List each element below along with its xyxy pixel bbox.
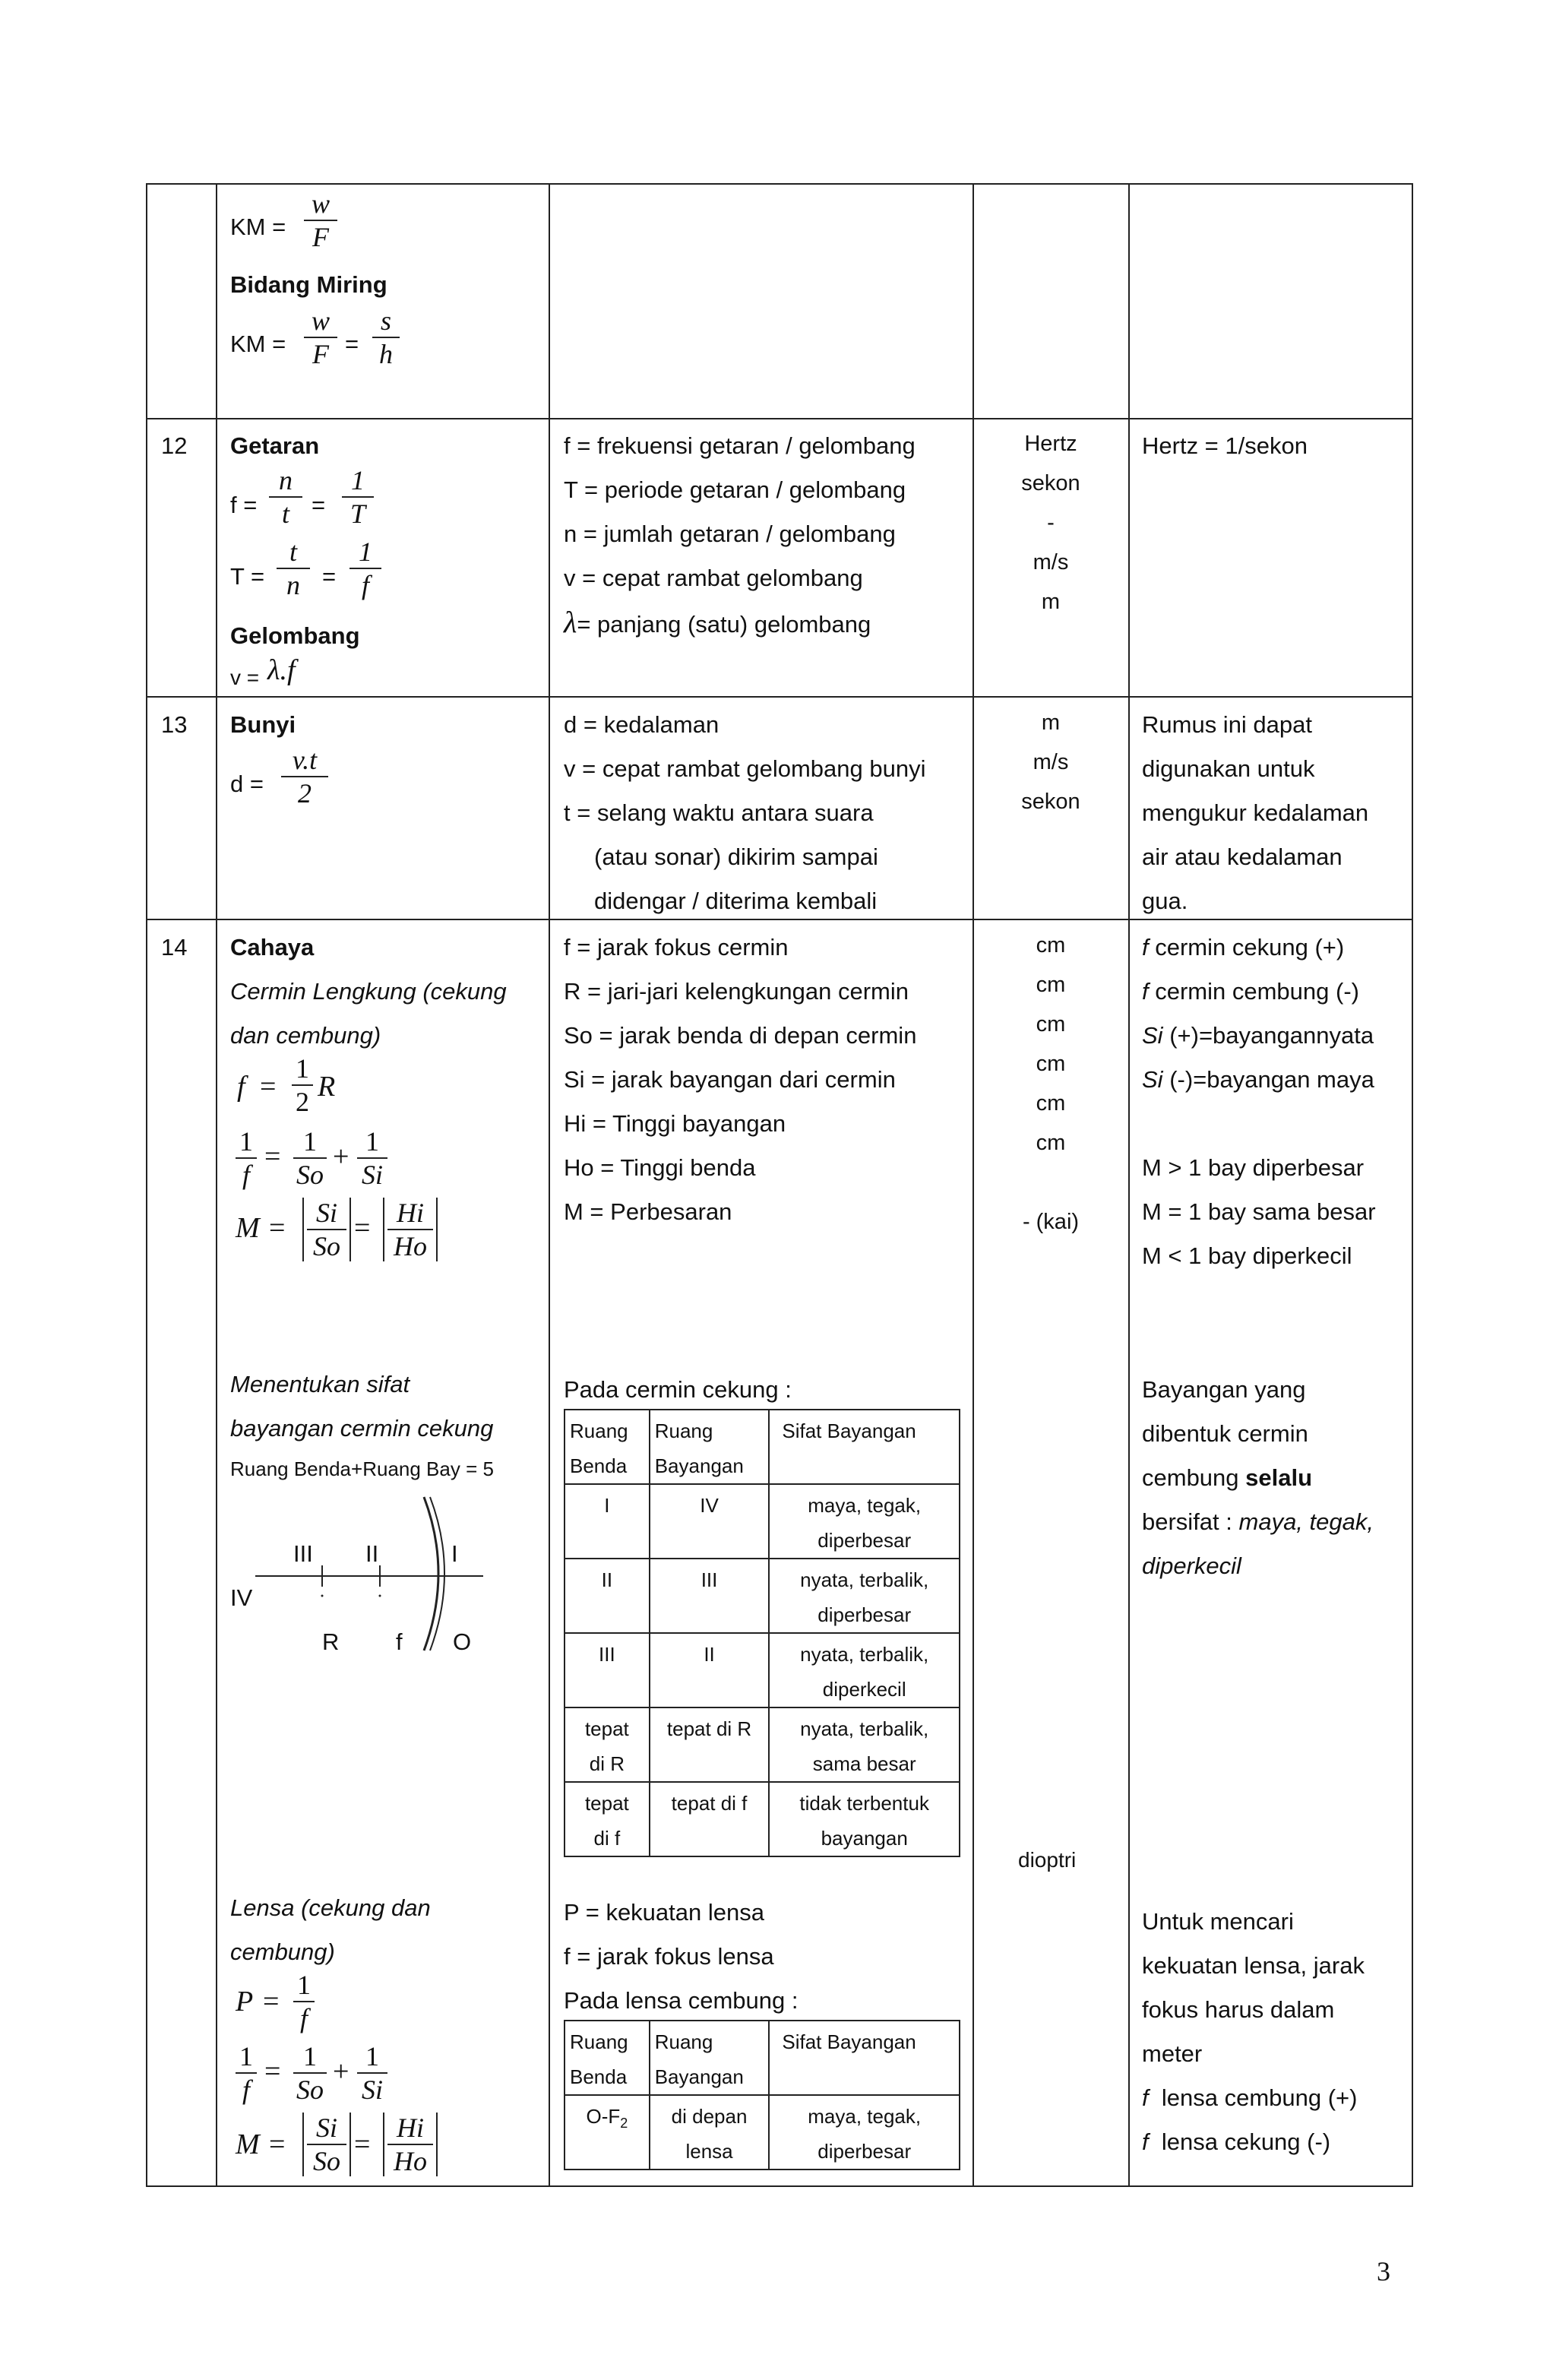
unit: m/s bbox=[1033, 550, 1069, 574]
cahaya-descriptions bbox=[564, 926, 916, 1234]
lensa-table bbox=[564, 2020, 960, 2170]
desc-line: didengar / diterima kembali bbox=[594, 888, 878, 914]
lensa-descriptions bbox=[564, 1891, 799, 2023]
p-fraction: 1 f bbox=[293, 1970, 315, 2033]
units-12 bbox=[974, 424, 1127, 622]
desc-line: v = cepat rambat gelombang bbox=[564, 565, 863, 591]
equals: = bbox=[264, 2056, 281, 2087]
d-fraction: v.t 2 bbox=[281, 745, 328, 809]
point-f: f bbox=[396, 1628, 403, 1655]
equals: = bbox=[354, 2128, 371, 2160]
table-header-row: Ruang Benda Ruang Bayangan Sifat Bayangan bbox=[565, 1410, 960, 1484]
table-header-row: Ruang Benda Ruang Bayangan Sifat Bayangan bbox=[565, 2021, 960, 2095]
units-13 bbox=[974, 703, 1127, 821]
d-label: d = bbox=[230, 771, 264, 797]
unit: - bbox=[1047, 511, 1055, 535]
T-equals: = bbox=[322, 563, 337, 590]
bunyi-descriptions bbox=[564, 703, 926, 923]
equals: = bbox=[354, 1212, 371, 1244]
equals: = bbox=[269, 1212, 286, 1244]
getaran-title: Getaran bbox=[230, 432, 320, 459]
row-number: 14 bbox=[161, 934, 188, 961]
T-fraction-a: t n bbox=[277, 536, 310, 600]
equals: = bbox=[260, 1071, 277, 1103]
lensa-title: cembung) bbox=[230, 1938, 335, 1965]
lensa-title: Lensa (cekung dan bbox=[230, 1894, 431, 1921]
note-12: Hertz = 1/sekon bbox=[1142, 432, 1308, 459]
region-I: I bbox=[451, 1540, 458, 1567]
lensa-unit: dioptri bbox=[1018, 1848, 1077, 1872]
unit: cm bbox=[1036, 1052, 1066, 1076]
inv-si-fraction: 1 Si bbox=[357, 1126, 387, 1190]
mirror-diagram-svg bbox=[228, 1489, 486, 1657]
cekung-title: Pada cermin cekung : bbox=[564, 1376, 792, 1403]
unit: sekon bbox=[1021, 471, 1080, 495]
desc-line: v = cepat rambat gelombang bunyi bbox=[564, 755, 926, 782]
km2-label: KM = bbox=[230, 331, 286, 357]
desc-line: Hi = Tinggi bayangan bbox=[564, 1110, 786, 1137]
desc-line: So = jarak benda di depan cermin bbox=[564, 1022, 917, 1049]
cermin-subtitle: dan cembung) bbox=[230, 1022, 381, 1049]
equals: = bbox=[263, 1986, 280, 2018]
half-fraction: 1 2 bbox=[292, 1053, 313, 1117]
inv-si-fraction: 1 Si bbox=[357, 2041, 387, 2105]
v-expression: λ.f bbox=[267, 654, 296, 686]
desc-line: M = Perbesaran bbox=[564, 1198, 732, 1225]
mag-fraction-b: Hi Ho bbox=[383, 1198, 438, 1261]
f-fraction-a: n t bbox=[269, 465, 302, 529]
plus: + bbox=[333, 1141, 349, 1173]
desc-line: λ= panjang (satu) gelombang bbox=[564, 605, 871, 639]
cahaya-title: Cahaya bbox=[230, 934, 315, 961]
desc-line: t = selang waktu antara suara bbox=[564, 799, 874, 826]
row-number: 12 bbox=[161, 432, 188, 459]
page-number: 3 bbox=[1377, 2256, 1390, 2287]
km-fraction: w F bbox=[304, 188, 337, 252]
km2-fraction-b: s h bbox=[372, 305, 400, 369]
unit: cm bbox=[1036, 1131, 1066, 1155]
row-number: 13 bbox=[161, 711, 188, 738]
inv-so-fraction: 1 So bbox=[293, 2041, 327, 2105]
mag-fraction-b: Hi Ho bbox=[383, 2113, 438, 2176]
unit: Hertz bbox=[1024, 432, 1077, 456]
cekung-table bbox=[564, 1409, 960, 1857]
ruang-rule: Ruang Benda+Ruang Bay = 5 bbox=[230, 1457, 494, 1480]
equals: = bbox=[269, 2128, 286, 2160]
T-label: T = bbox=[230, 563, 265, 590]
f-fraction-b: 1 T bbox=[342, 465, 374, 529]
table-row: I IV maya, tegak, diperbesar bbox=[565, 1484, 960, 1559]
inv-f-fraction: 1 f bbox=[236, 2041, 257, 2105]
desc-line: f = frekuensi getaran / gelombang bbox=[564, 432, 916, 459]
gelombang-title: Gelombang bbox=[230, 622, 360, 649]
unit: - (kai) bbox=[1022, 1210, 1080, 1234]
unit: cm bbox=[1036, 1012, 1066, 1037]
cembung-note: Bayangan yang dibentuk cermin cembung selalu bersifat : maya, tegak, diperkecil bbox=[1142, 1376, 1374, 1579]
unit: cm bbox=[1036, 933, 1066, 957]
inv-so-fraction: 1 So bbox=[293, 1126, 327, 1190]
km-label: KM = bbox=[230, 214, 286, 240]
point-R: R bbox=[322, 1628, 340, 1655]
km2-fraction-a: w F bbox=[304, 305, 337, 369]
desc-line: (atau sonar) dikirim sampai bbox=[594, 843, 878, 870]
f-equals: = bbox=[312, 492, 326, 518]
sifat-title: Menentukan sifat bbox=[230, 1371, 410, 1397]
desc-line: R = jari-jari kelengkungan cermin bbox=[564, 978, 909, 1005]
table-row: tepat di R tepat di R nyata, terbalik, sama besar bbox=[565, 1707, 960, 1782]
units-14 bbox=[974, 926, 1127, 1242]
f-label: f = bbox=[230, 492, 258, 518]
unit: sekon bbox=[1021, 790, 1080, 814]
lensa-cembung-title: Pada lensa cembung : bbox=[564, 1987, 799, 2014]
unit: m bbox=[1041, 711, 1061, 735]
lambda-symbol: λ bbox=[564, 605, 577, 639]
bunyi-title: Bunyi bbox=[230, 711, 296, 738]
table-row: tepat di f tepat di f tidak terbentuk bayangan bbox=[565, 1782, 960, 1856]
km2-equals: = bbox=[345, 331, 359, 357]
cermin-subtitle: Cermin Lengkung (cekung bbox=[230, 978, 507, 1005]
table-row: II III nyata, terbalik, diperbesar bbox=[565, 1559, 960, 1633]
f-symbol: f bbox=[237, 1071, 245, 1103]
sign-notes: f cermin cekung (+) f cermin cembung (-) Si (+)=bayangannyata Si (-)=bayangan maya M > 1 bay diperbesar M = 1 bay sama besar M < 1 bay diperkecil bbox=[1142, 934, 1376, 1269]
equals: = bbox=[264, 1141, 281, 1173]
region-III: III bbox=[293, 1540, 313, 1567]
sifat-title: bayangan cermin cekung bbox=[230, 1415, 494, 1442]
P-symbol: P bbox=[236, 1986, 254, 2018]
desc-line: P = kekuatan lensa bbox=[564, 1899, 764, 1926]
M-symbol: M bbox=[236, 1212, 260, 1244]
table-row: III II nyata, terbalik, diperkecil bbox=[565, 1633, 960, 1707]
unit: m/s bbox=[1033, 750, 1069, 774]
T-fraction-b: 1 f bbox=[349, 536, 381, 600]
table-row: $O-F_2$ di depan lensa maya, tegak, diperbesar bbox=[565, 2095, 960, 2170]
region-II: II bbox=[365, 1540, 379, 1567]
point-O: O bbox=[453, 1628, 472, 1655]
desc-line: Ho = Tinggi benda bbox=[564, 1154, 756, 1181]
plus: + bbox=[333, 2056, 349, 2087]
desc-line: f = jarak fokus cermin bbox=[564, 934, 789, 961]
desc-line: f = jarak fokus lensa bbox=[564, 1943, 774, 1970]
note-13: Rumus ini dapat digunakan untuk mengukur kedalaman air atau kedalaman gua. bbox=[1142, 711, 1369, 914]
R-symbol: R bbox=[318, 1071, 336, 1103]
desc-line: T = periode getaran / gelombang bbox=[564, 476, 906, 503]
desc-line: d = kedalaman bbox=[564, 711, 719, 738]
M-symbol: M bbox=[236, 2128, 260, 2160]
unit: cm bbox=[1036, 973, 1066, 997]
bidang-miring-title: Bidang Miring bbox=[230, 271, 387, 298]
inv-f-fraction: 1 f bbox=[236, 1126, 257, 1190]
getaran-descriptions bbox=[564, 424, 916, 647]
unit: m bbox=[1041, 590, 1061, 614]
unit: cm bbox=[1036, 1091, 1066, 1116]
mag-fraction-a: Si So bbox=[302, 1198, 351, 1261]
mag-fraction-a: Si So bbox=[302, 2113, 351, 2176]
region-IV: IV bbox=[230, 1584, 253, 1611]
v-label: v = bbox=[230, 666, 260, 689]
desc-line: Si = jarak bayangan dari cermin bbox=[564, 1066, 896, 1093]
desc-line: n = jumlah getaran / gelombang bbox=[564, 521, 896, 547]
lensa-notes: Untuk mencari kekuatan lensa, jarak fokus harus dalam meter f lensa cembung (+) f lensa cekung (-) bbox=[1142, 1908, 1365, 2155]
